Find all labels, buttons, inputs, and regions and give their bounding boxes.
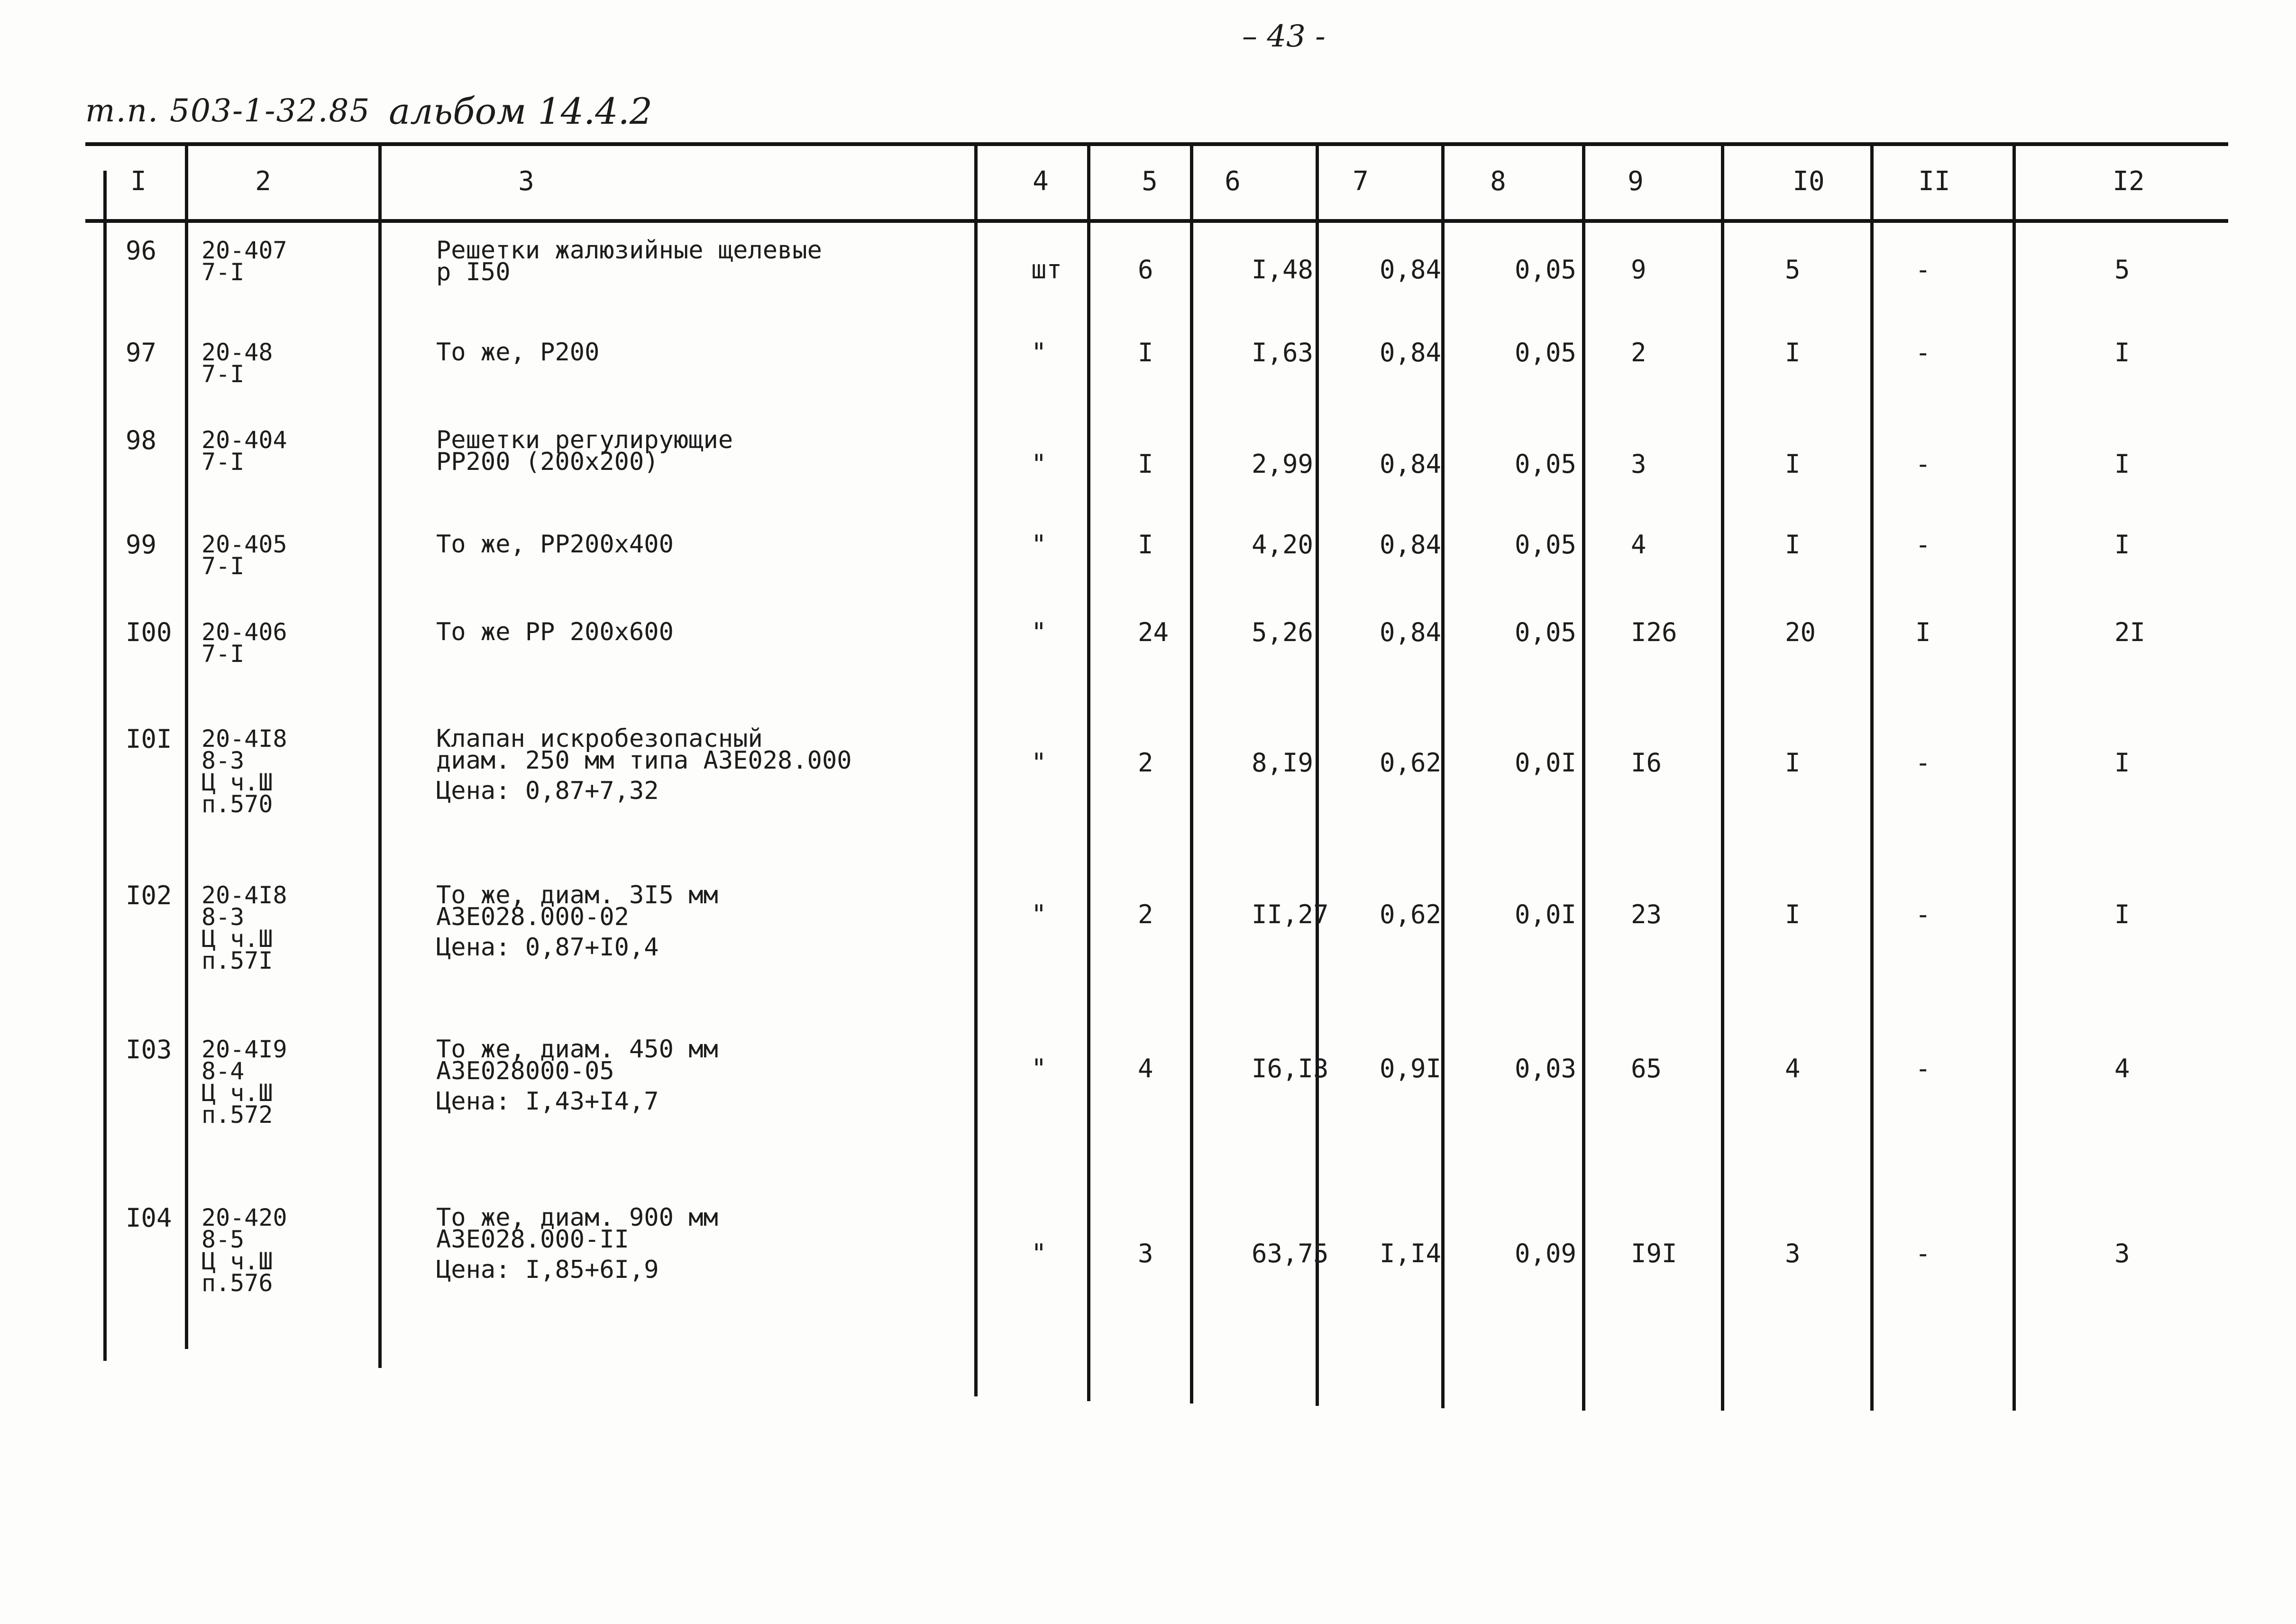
row-number: I00 — [126, 617, 172, 647]
cell-c4: " — [1031, 530, 1047, 560]
item-code-line: 20-406 — [201, 618, 287, 646]
page-number: – 43 - — [1242, 19, 1326, 54]
row-number: I0I — [126, 724, 172, 754]
item-code-line: Ц ч.Ш — [201, 1248, 273, 1275]
column-divider — [185, 145, 188, 1349]
cell-c7: 0,9I — [1380, 1054, 1442, 1083]
document-code: т.п. 503-1-32.85 — [85, 92, 371, 129]
item-description-line: Решетки регулирующие — [436, 426, 733, 454]
cell-c5: 2 — [1138, 899, 1153, 929]
column-header: 8 — [1490, 166, 1506, 197]
row-number: I04 — [126, 1203, 172, 1233]
cell-c10: 3 — [1785, 1239, 1801, 1268]
cell-c7: 0,84 — [1380, 255, 1442, 284]
row-number: 97 — [126, 338, 157, 367]
column-divider — [378, 145, 382, 1368]
item-description — [436, 1035, 718, 1116]
item-code-line: 8-4 — [201, 1057, 245, 1085]
cell-c5: 6 — [1138, 255, 1153, 284]
item-code-line: 20-405 — [201, 531, 287, 558]
cell-c9: I26 — [1631, 617, 1677, 647]
item-description-line: То же, Р200 — [436, 338, 600, 367]
album-reference: альбом 14.4.2 — [389, 90, 653, 132]
item-code-line: 20-407 — [201, 237, 287, 264]
item-code — [201, 618, 287, 668]
column-divider — [1870, 145, 1874, 1411]
item-description-line: То же, диам. 3I5 мм — [436, 881, 718, 909]
cell-c12: I — [2114, 748, 2130, 778]
item-description — [436, 236, 822, 286]
item-description — [436, 426, 733, 476]
item-code-line: 7-I — [201, 360, 245, 388]
item-code-line: 7-I — [201, 640, 245, 668]
cell-c10: 5 — [1785, 255, 1801, 284]
item-description-line: То же РР 200х600 — [436, 618, 674, 646]
cell-c8: 0,05 — [1515, 449, 1577, 479]
item-code — [201, 531, 287, 580]
column-divider — [1087, 145, 1090, 1401]
column-header: II — [1918, 166, 1950, 197]
item-code-line: Ц ч.Ш — [201, 1079, 273, 1107]
cell-c6: 8,I9 — [1252, 748, 1314, 778]
row-number: I02 — [126, 881, 172, 910]
cell-c4: " — [1031, 899, 1047, 929]
cell-c8: 0,05 — [1515, 255, 1577, 284]
cell-c9: 23 — [1631, 899, 1662, 929]
cell-c5: 2 — [1138, 748, 1153, 778]
cell-c5: 4 — [1138, 1054, 1153, 1083]
column-divider — [1441, 145, 1445, 1408]
cell-c12: I — [2114, 530, 2130, 560]
item-description — [436, 338, 600, 367]
cell-c7: 0,84 — [1380, 530, 1442, 560]
column-header: 4 — [1033, 166, 1049, 197]
cell-c7: 0,84 — [1380, 617, 1442, 647]
item-code-line: 20-4I9 — [201, 1036, 287, 1063]
item-code-line: Ц ч.Ш — [201, 769, 273, 796]
item-price: Цена: 0,87+7,32 — [436, 777, 659, 805]
column-header: I0 — [1793, 166, 1825, 197]
item-description-line: РР200 (200х200) — [436, 448, 659, 476]
cell-c5: I — [1138, 338, 1153, 367]
column-header: I — [130, 166, 146, 197]
cell-c8: 0,03 — [1515, 1054, 1577, 1083]
item-code-line: п.570 — [201, 790, 273, 818]
column-header: 6 — [1225, 166, 1241, 197]
item-description — [436, 881, 718, 962]
cell-c12: I — [2114, 899, 2130, 929]
item-description-line: Клапан искробезопасный — [436, 725, 763, 753]
cell-c4: " — [1031, 748, 1047, 778]
item-code-line: 20-404 — [201, 426, 287, 454]
cell-c12: I — [2114, 338, 2130, 367]
cell-c4: шт — [1031, 255, 1062, 284]
item-code-line: 7-I — [201, 552, 245, 580]
item-code — [201, 237, 287, 286]
cell-c9: 3 — [1631, 449, 1647, 479]
column-divider — [103, 171, 107, 1361]
item-code-line: п.57I — [201, 947, 273, 974]
cell-c9: I9I — [1631, 1239, 1677, 1268]
cell-c4: " — [1031, 1054, 1047, 1083]
item-price: Цена: 0,87+I0,4 — [436, 933, 659, 962]
column-header: 3 — [518, 166, 534, 197]
item-code-line: 7-I — [201, 448, 245, 476]
cell-c6: 2,99 — [1252, 449, 1314, 479]
cell-c5: I — [1138, 530, 1153, 560]
cell-c7: 0,84 — [1380, 338, 1442, 367]
item-code — [201, 881, 287, 974]
column-divider — [1316, 145, 1319, 1406]
cell-c9: 9 — [1631, 255, 1647, 284]
item-description — [436, 1203, 718, 1284]
item-description-line: Решетки жалюзийные щелевые — [436, 236, 822, 265]
item-code-line: 8-3 — [201, 747, 245, 774]
cell-c10: 20 — [1785, 617, 1816, 647]
row-number: 98 — [126, 425, 157, 455]
table-top-rule — [85, 142, 2228, 146]
cell-c8: 0,0I — [1515, 748, 1577, 778]
row-number: 96 — [126, 236, 157, 266]
cell-c8: 0,09 — [1515, 1239, 1577, 1268]
cell-c6: 63,75 — [1252, 1239, 1329, 1268]
cell-c4: " — [1031, 338, 1047, 367]
row-number: 99 — [126, 530, 157, 560]
item-description — [436, 530, 674, 559]
item-code-line: 20-4I8 — [201, 725, 287, 752]
cell-c11: - — [1915, 449, 1931, 479]
cell-c11: - — [1915, 1054, 1931, 1083]
column-divider — [1582, 145, 1585, 1411]
item-description-line: А3Е028.000-02 — [436, 903, 629, 931]
item-code-line: 8-3 — [201, 903, 245, 931]
cell-c7: 0,84 — [1380, 449, 1442, 479]
cell-c8: 0,0I — [1515, 899, 1577, 929]
cell-c12: 2I — [2114, 617, 2146, 647]
item-code — [201, 1036, 287, 1129]
item-code-line: 20-420 — [201, 1204, 287, 1231]
cell-c10: 4 — [1785, 1054, 1801, 1083]
item-description-line: А3Е028.000-II — [436, 1225, 629, 1254]
cell-c9: I6 — [1631, 748, 1662, 778]
item-description-line: То же, РР200х400 — [436, 530, 674, 559]
cell-c9: 65 — [1631, 1054, 1662, 1083]
item-price: Цена: I,43+I4,7 — [436, 1087, 659, 1116]
cell-c11: - — [1915, 1239, 1931, 1268]
cell-c11: - — [1915, 255, 1931, 284]
item-code-line: 20-4I8 — [201, 881, 287, 909]
cell-c12: 3 — [2114, 1239, 2130, 1268]
cell-c10: I — [1785, 449, 1801, 479]
header-bottom-rule — [85, 219, 2228, 223]
item-code-line: 20-48 — [201, 339, 273, 366]
item-code — [201, 426, 287, 476]
cell-c10: I — [1785, 899, 1801, 929]
cell-c8: 0,05 — [1515, 617, 1577, 647]
cell-c7: 0,62 — [1380, 899, 1442, 929]
item-price: Цена: I,85+6I,9 — [436, 1256, 659, 1284]
cell-c7: 0,62 — [1380, 748, 1442, 778]
cell-c5: I — [1138, 449, 1153, 479]
cell-c10: I — [1785, 748, 1801, 778]
item-code-line: п.576 — [201, 1269, 273, 1297]
column-divider — [1721, 145, 1724, 1411]
cell-c6: I,48 — [1252, 255, 1314, 284]
cell-c8: 0,05 — [1515, 338, 1577, 367]
cell-c11: I — [1915, 617, 1931, 647]
item-code — [201, 1204, 287, 1297]
column-header: 7 — [1353, 166, 1369, 197]
item-code — [201, 339, 273, 388]
item-description-line: диам. 250 мм типа А3Е028.000 — [436, 746, 852, 775]
cell-c5: 3 — [1138, 1239, 1153, 1268]
cell-c10: I — [1785, 530, 1801, 560]
item-code-line: 7-I — [201, 258, 245, 286]
cell-c4: " — [1031, 449, 1047, 479]
cell-c8: 0,05 — [1515, 530, 1577, 560]
item-description-line: А3Е028000-05 — [436, 1057, 614, 1085]
cell-c4: " — [1031, 617, 1047, 647]
cell-c9: 2 — [1631, 338, 1647, 367]
cell-c5: 24 — [1138, 617, 1169, 647]
item-description — [436, 618, 674, 646]
cell-c4: " — [1031, 1239, 1047, 1268]
cell-c6: I,63 — [1252, 338, 1314, 367]
cell-c12: 4 — [2114, 1054, 2130, 1083]
cell-c9: 4 — [1631, 530, 1647, 560]
item-code-line: 8-5 — [201, 1226, 245, 1253]
cell-c11: - — [1915, 899, 1931, 929]
item-description — [436, 725, 852, 805]
column-header: 9 — [1628, 166, 1644, 197]
cell-c11: - — [1915, 338, 1931, 367]
cell-c7: I,I4 — [1380, 1239, 1442, 1268]
item-description-line: То же, диам. 900 мм — [436, 1203, 718, 1232]
cell-c6: 5,26 — [1252, 617, 1314, 647]
cell-c12: I — [2114, 449, 2130, 479]
cell-c11: - — [1915, 530, 1931, 560]
item-description-line: р I50 — [436, 258, 511, 286]
column-header: I2 — [2113, 166, 2145, 197]
column-divider — [2012, 145, 2016, 1411]
column-header: 5 — [1142, 166, 1158, 197]
row-number: I03 — [126, 1035, 172, 1064]
cell-c6: 4,20 — [1252, 530, 1314, 560]
item-description-line: То же, диам. 450 мм — [436, 1035, 718, 1064]
column-header: 2 — [255, 166, 271, 197]
column-divider — [974, 145, 978, 1396]
column-divider — [1190, 145, 1193, 1404]
cell-c12: 5 — [2114, 255, 2130, 284]
cell-c11: - — [1915, 748, 1931, 778]
item-code — [201, 725, 287, 818]
cell-c10: I — [1785, 338, 1801, 367]
cell-c6: I6,I3 — [1252, 1054, 1329, 1083]
item-code-line: Ц ч.Ш — [201, 925, 273, 953]
item-code-line: п.572 — [201, 1101, 273, 1129]
cell-c6: II,27 — [1252, 899, 1329, 929]
